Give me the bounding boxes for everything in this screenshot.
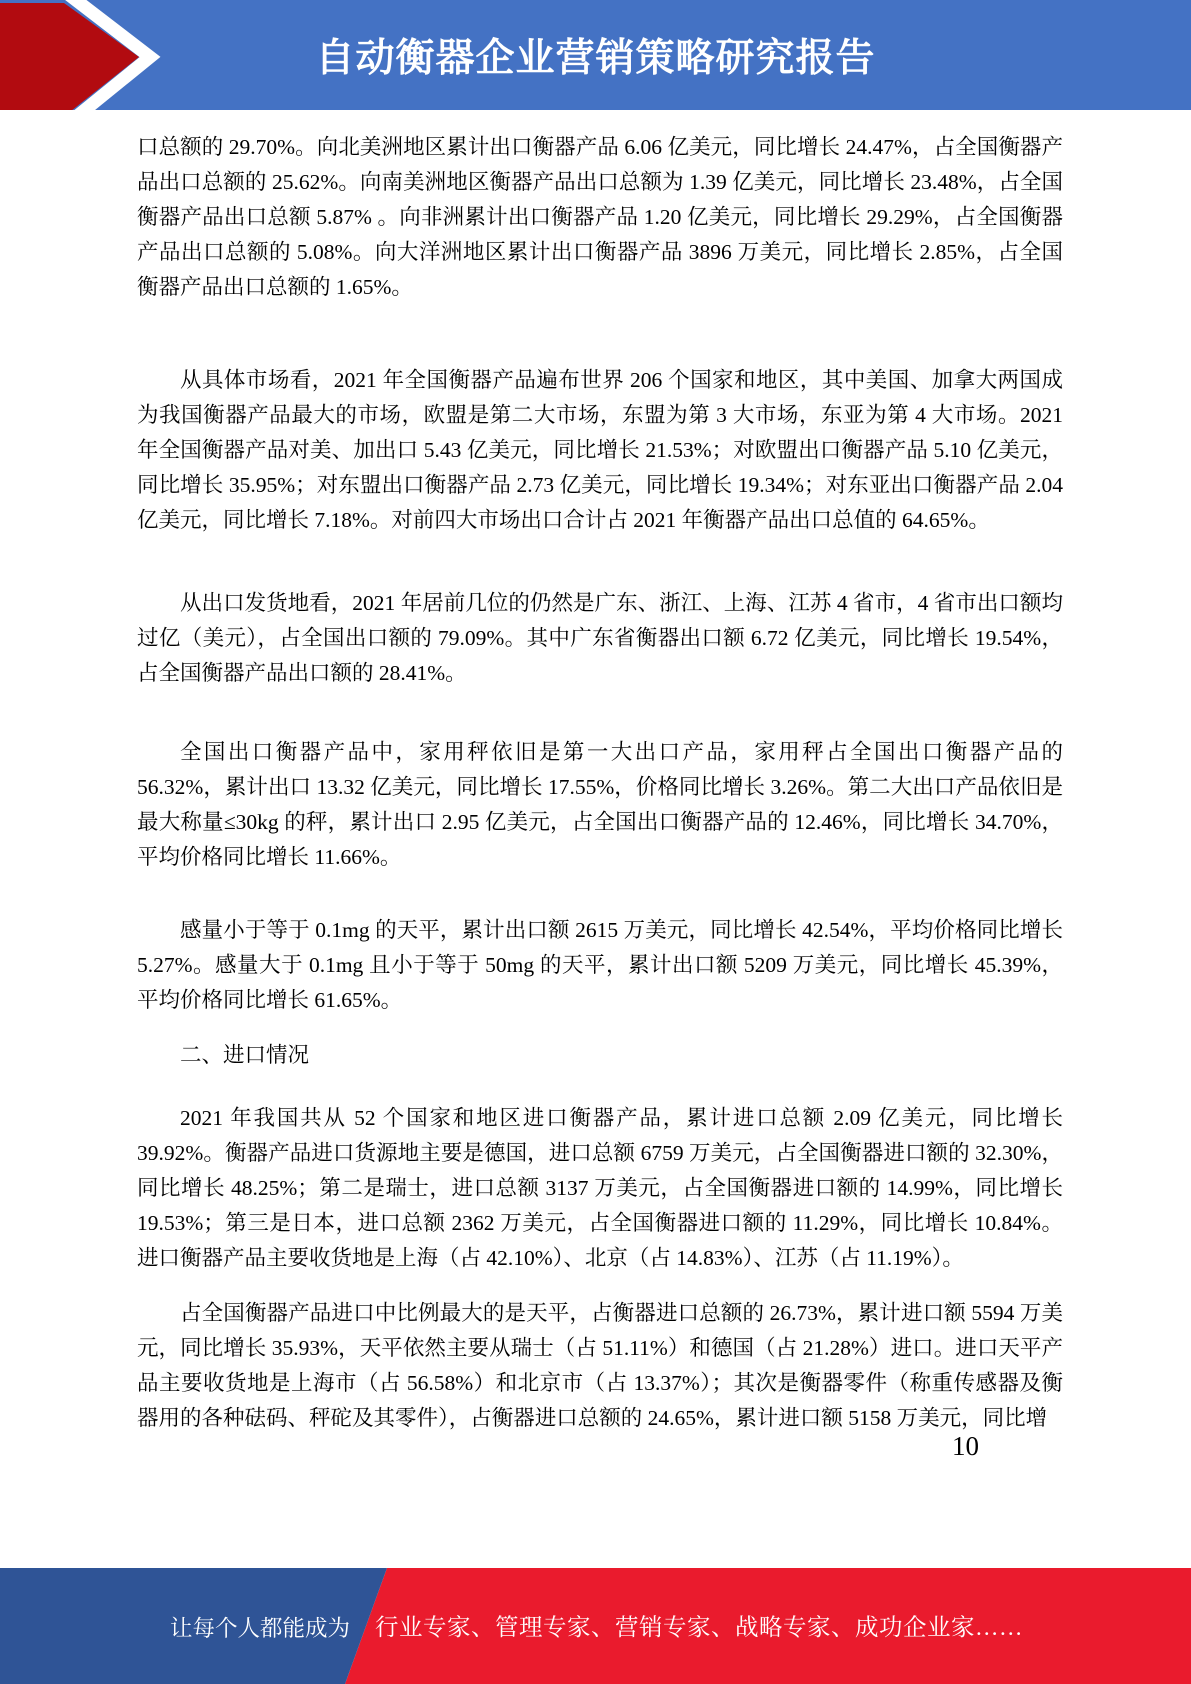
body-paragraph-5: 感量小于等于 0.1mg 的天平，累计出口额 2615 万美元，同比增长 42.54%，平均价格同比增长 5.27%。感量大于 0.1mg 且小于等于 50mg 的天平，累计出口额 5209 万美元，同比增长 45.39%，平均价格同比增长 61.65%。 [137, 918, 1063, 1012]
footer-slogan-left: 让每个人都能成为 [170, 1616, 351, 1641]
body-paragraph-6: 2021 年我国共从 52 个国家和地区进口衡器产品，累计进口总额 2.09 亿美元，同比增长 39.92%。衡器产品进口货源地主要是德国，进口总额 6759 万美元，占全国衡器进口额的 32.30%，同比增长 48.25%；第二是瑞士，进口总额 3137 万美元，占全国衡器进口额的 14.99%，同比增长 19.53%；第三是日本，进口总额 2362 万美元，占全国衡器进口额的 11.29%，同比增长 10.84%。进口衡器产品主要收货地是上海（占 42.10%）、北京（占 14.83%）、江苏（占 11.19%）。 [137, 1106, 1063, 1270]
page-footer [0, 1568, 1191, 1684]
body-paragraph-1: 口总额的 29.70%。向北美洲地区累计出口衡器产品 6.06 亿美元，同比增长 24.47%，占全国衡器产品出口总额的 25.62%。向南美洲地区衡器产品出口总额为 1.39 亿美元，同比增长 23.48%，占全国衡器产品出口总额 5.87% 。向非洲累计出口衡器产品 1.20 亿美元，同比增长 29.29%，占全国衡器产品出口总额的 5.08%。向大洋洲地区累计出口衡器产品 3896 万美元，同比增长 2.85%，占全国衡器产品出口总额的 1.65%。 [137, 135, 1063, 299]
page-header [0, 0, 1191, 110]
body-paragraph-4: 全国出口衡器产品中，家用秤依旧是第一大出口产品，家用秤占全国出口衡器产品的 56.32%，累计出口 13.32 亿美元，同比增长 17.55%，价格同比增长 3.26%。第二大出口产品依旧是最大称量≤30kg 的秤，累计出口 2.95 亿美元，占全国出口衡器产品的 12.46%，同比增长 34.70%，平均价格同比增长 11.66%。 [137, 740, 1063, 869]
report-body [137, 130, 1063, 1436]
page-number: 10 [952, 1431, 979, 1461]
body-paragraph-3: 从出口发货地看，2021 年居前几位的仍然是广东、浙江、上海、江苏 4 省市，4 省市出口额均过亿（美元），占全国出口额的 79.09%。其中广东省衡器出口额 6.72 亿美元，同比增长 19.54%，占全国衡器产品出口额的 28.41%。 [137, 591, 1063, 685]
report-title: 自动衡器企业营销策略研究报告 [315, 37, 876, 80]
body-paragraph-7: 占全国衡器产品进口中比例最大的是天平，占衡器进口总额的 26.73%，累计进口额 5594 万美元，同比增长 35.93%，天平依然主要从瑞士（占 51.11%）和德国（占 21.28%）进口。进口天平产品主要收货地是上海市（占 56.58%）和北京市（占 13.37%）；其次是衡器零件（称重传感器及衡器用的各种砝码、秤砣及其零件），占衡器进口总额的 24.65%，累计进口额 5158 万美元，同比增 [137, 1301, 1063, 1430]
body-paragraph-2: 从具体市场看，2021 年全国衡器产品遍布世界 206 个国家和地区，其中美国、加拿大两国成为我国衡器产品最大的市场，欧盟是第二大市场，东盟为第 3 大市场，东亚为第 4 大市场。2021 年全国衡器产品对美、加出口 5.43 亿美元，同比增长 21.53%；对欧盟出口衡器产品 5.10 亿美元，同比增长 35.95%；对东盟出口衡器产品 2.73 亿美元，同比增长 19.34%；对东亚出口衡器产品 2.04 亿美元，同比增长 7.18%。对前四大市场出口合计占 2021 年衡器产品出口总值的 64.65%。 [137, 368, 1063, 532]
footer-slogan-right: 行业专家、管理专家、营销专家、战略专家、成功企业家…… [375, 1615, 1023, 1641]
section-heading-import: 二、进口情况 [180, 1043, 310, 1067]
